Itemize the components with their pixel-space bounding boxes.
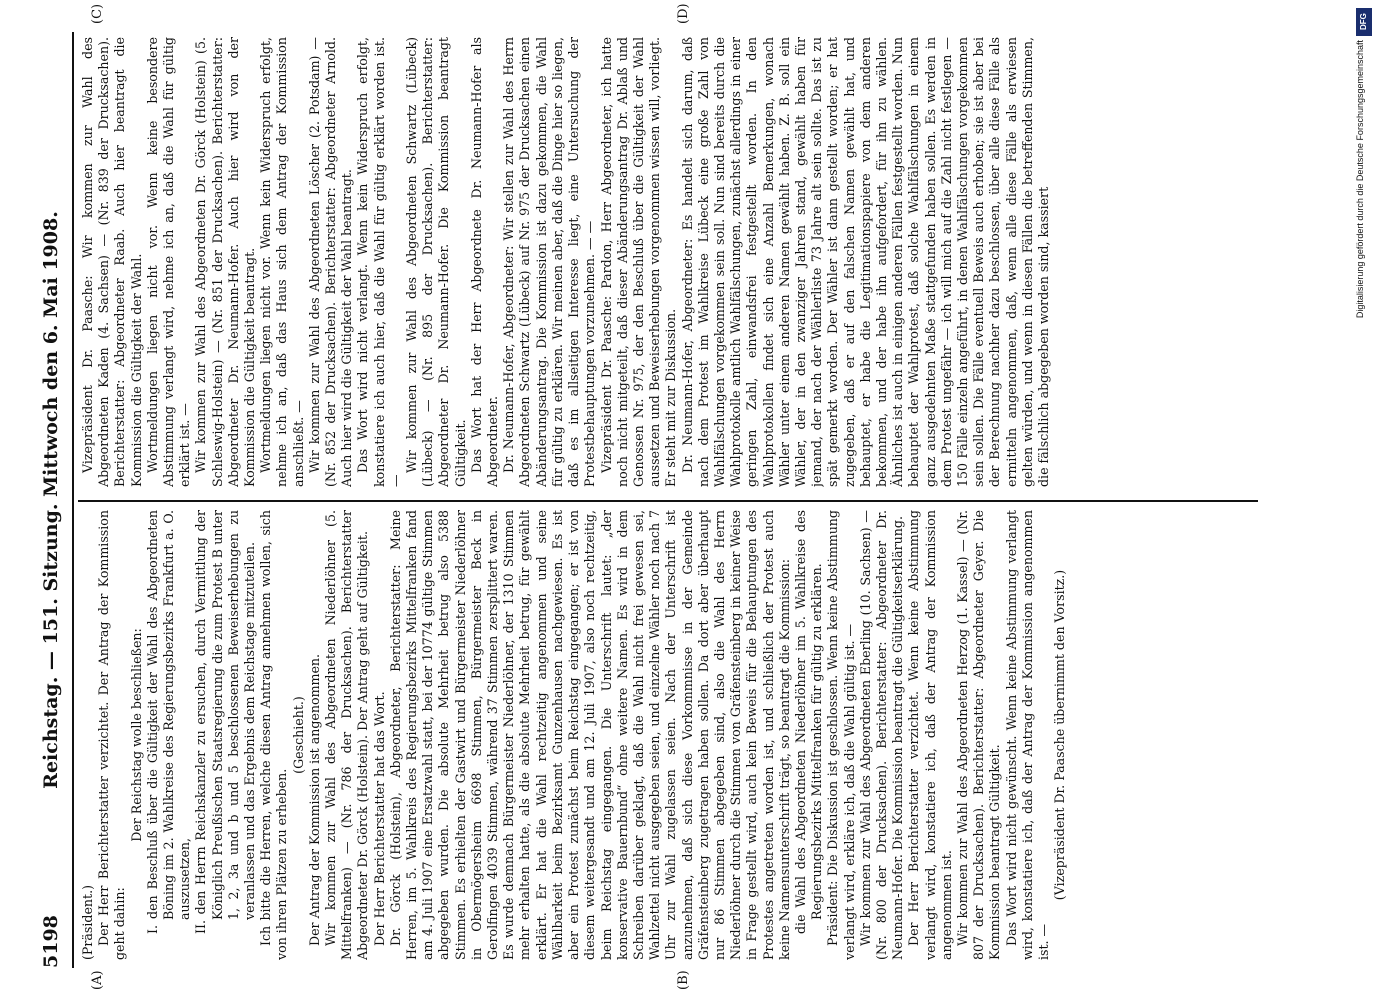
paragraph: Wir kommen zur Wahl des Abgeordneten Herzog (1. Kassel) — (Nr. 807 der Drucksachen). Berichterstatter: Abgeordneter Geyer. Die Kommission beantragt Gültigkeit.	[954, 510, 1003, 960]
footer-credit: Digitalisierung gefördert durch die Deutsche Forschungsgemeinschaft	[1355, 40, 1365, 319]
paragraph: Vizepräsident Dr. Paasche: Wir kommen zur Wahl des Abgeordneten Kaden (4. Sachsen) — (Nr. 839 der Drucksachen). Berichterstatter: Abgeordneter Raab. Auch hier beantragt die Kommission die Gültigkeit der Wahl.	[80, 37, 144, 487]
paragraph: (Präsident.)	[80, 884, 95, 960]
paragraph: Dr. Neumann-Hofer, Abgeordneter: Es handelt sich darum, daß nach dem Protest im Wahlkreise Lübeck eine große Zahl von Wahlfälschungen vorgekommen sein soll. Nun sind bereits durch die Wahlprotokolle amtlich Wahlfälschungen, zunächst allerdings in einer geringen Zahl, einwandsfrei festgestellt worden. In den Wahlprotokollen findet sich eine Anzahl Bemerkungen, wonach Wähler unter einem anderen Namen gewählt haben. Z. B. soll ein Wähler, der in den zwanziger Jahren stand, gewählt haben für jemand, der nach der Wählerliste 73 Jahre alt sein sollte. Das ist zu spät gemerkt worden. Der Wähler ist dann gestellt worden; er hat zugegeben, daß er auf den falschen Namen gewählt hat, und behauptet, er habe die Legitimationspapiere von dem anderen bekommen, und der habe ihn aufgefordert, für ihn zu wählen. Ähnliches ist auch in einigen anderen Fällen festgestellt worden. Nun behauptet der Wahlprotest, daß solche Wahlfälschungen in einem ganz ausgedehnten Maße stattgefunden haben sollen. Es werden in dem Protest ungefähr — ich will mich auf die Zahl nicht festlegen — 150 Fälle einzeln angeführt, in denen Wahlfälschungen vorgekommen sein sollen. Die Fälle eventuell Beweis auch erhoben; sie ist aber bei der Berechnung nachher dazu beschlossen, über alle diese Fälle als ermitteln angenommen, daß, wenn alle diese Fälle als erwiesen gelten würden, und wenn in diesen Fällen die betreffenden Stimmen, die fälschlich abgegeben worden sind, kassiert	[679, 37, 1051, 487]
paragraph: die Wahl des Abgeordneten Niederlöhner im 5. Wahlkreise des Regierungsbezirks Mittelfranken für gültig zu erklären.	[792, 510, 825, 934]
column-divider	[78, 500, 1258, 502]
right-column	[80, 37, 1260, 487]
running-header	[40, 32, 70, 968]
paragraph: Wortmeldungen liegen nicht vor. Wenn keine besondere Abstimmung verlangt wird, nehme ich an, daß die Wahl für gültig erklärt ist. —	[144, 37, 193, 487]
paragraph: Der Herr Berichterstatter verzichtet. Der Antrag der Kommission geht dahin:	[96, 510, 128, 960]
paragraph: Der Reichstag wolle beschließen:	[128, 628, 144, 842]
paragraph: Der Herr Berichterstatter hat das Wort.	[371, 691, 387, 946]
paragraph: (Vizepräsident Dr. Paasche übernimmt den Vorsitz.)	[1052, 569, 1068, 901]
margin-marker-a: (A)	[90, 970, 105, 990]
margin-marker-b: (B)	[676, 970, 691, 990]
paragraph: Wir kommen zur Wahl des Abgeordneten Niederlöhner (5. Mittelfranken) — (Nr. 786 der Drucksachen). Berichterstatter Abgeordneter Dr. Görck (Holstein). Der Antrag geht auf Gültigkeit.	[323, 510, 371, 960]
margin-marker-c: (C)	[90, 3, 105, 24]
paragraph: Das Wort wird nicht verlangt. Wenn kein Widerspruch erfolgt, konstatiere ich auch hier, daß die Wahl für gültig erklärt worden ist. —	[355, 37, 403, 487]
paragraph: Wir kommen zur Wahl des Abgeordneten Schwartz (Lübeck) (Lübeck) — (Nr. 895 der Drucksachen). Berichterstatter: Abgeordneter Dr. Neumann-Hofer. Die Kommission beantragt Gültigkeit.	[404, 37, 468, 487]
paragraph: (Geschieht.)	[290, 696, 306, 774]
page-number: 5198	[40, 915, 62, 968]
header-rule	[72, 32, 74, 968]
paragraph: Der Herr Berichterstatter verzichtet. Wenn keine Abstimmung verlangt wird, konstatiere ich, daß der Antrag der Kommission angenommen ist.	[906, 510, 954, 960]
paragraph: I. den Beschluß über die Gültigkeit der Wahl des Abgeordneten Böning im 2. Wahlkreise des Regierungsbezirks Frankfurt a. O. auszusetzen,	[144, 510, 193, 934]
page-title: Reichstag. — 151. Sitzung. Mittwoch den 6. Mai 1908.	[40, 211, 62, 789]
paragraph: Wir kommen zur Wahl des Abgeordneten Dr. Görck (Holstein) (5. Schleswig-Holstein) — (Nr. 851 der Drucksachen). Berichterstatter: Abgeordneter Dr. Neumann-Hofer. Auch hier wird von der Kommission die Gültigkeit beantragt.	[193, 37, 258, 487]
paragraph: Ich bitte die Herren, welche diesen Antrag annehmen wollen, sich von ihren Plätzen zu erheben.	[258, 510, 290, 960]
paragraph: Dr. Görck (Holstein), Abgeordneter, Berichterstatter: Meine Herren, im 5. Wahlkreis des Regierungsbezirks Mittelfranken fand am 4. Juli 1907 eine Ersatzwahl statt, bei der 10774 gültige Stimmen abgegeben wurden. Die absolute Mehrheit betrug also 5388 Stimmen. Es erhielten der Gastwirt und Bürgermeister Niederlöhner in Obermögersheim 6698 Stimmen, Bürgermeister Beck in Gerolfingen 4039 Stimmen, während 37 Stimmen zersplittert waren. Es wurde demnach Bürgermeister Niederlöhner, der 1310 Stimmen mehr erhalten hatte, als die absolute Mehrheit betrug, für gewählt erklärt. Er hat die Wahl rechtzeitig angenommen und seine Wählbarkeit beim Bezirksamt Gunzenhausen nachgewiesen. Es ist aber ein Protest zunächst beim Reichstag eingegangen; er ist von diesem weitergesandt und am 12. Juli 1907, also noch rechtzeitig, beim Reichstag eingegangen. Die Unterschrift lautet: „der konservative Bauernbund“ ohne weitere Namen. Es wird in dem Schreiben darüber geklagt, daß die Wahl nicht frei gewesen sei, Wahlzettel nicht ausgegeben seien, und einzelne Wähler noch nach 7 Uhr zur Wahl zugelassen seien. Nach der Unterschrift ist anzunehmen, daß sich diese Vorkommnisse in der Gemeinde Gräfensteinberg zugetragen haben sollen. Da dort aber überhaupt nur 86 Stimmen abgegeben sind, also die Wahl des Herrn Niederlöhner durch die Stimmen von Gräfensteinberg in keiner Weise in Frage gestellt wird, auch kein Beweis für die Behauptungen des Protestes angetreten worden ist, und schließlich der Protest auch keine Namensunterschrift trägt, so beantragt die Kommission:	[387, 510, 792, 960]
margin-marker-d: (D)	[676, 3, 691, 24]
left-column	[80, 510, 1260, 960]
footer	[1355, 40, 1373, 960]
dfg-logo: DFG	[1356, 8, 1372, 36]
paragraph: II. den Herrn Reichskanzler zu ersuchen, durch Vermittlung der Königlich Preußischen Staatsregierung die zum Protest B unter 1, 2, 3a und b und 5 beschlossenen Beweiserhebungen zu veranlassen und das Ergebnis dem Reichstage mitzuteilen.	[193, 510, 258, 934]
paragraph: Wortmeldungen liegen nicht vor. Wenn kein Widerspruch erfolgt, nehme ich an, daß das Haus sich dem Antrag der Kommission anschließt. —	[258, 37, 306, 487]
paragraph: Vizepräsident Dr. Paasche: Pardon, Herr Abgeordneter, ich hatte noch nicht mitgeteilt, daß dieser Abänderungsantrag Dr. Ablaß und Genossen Nr. 975, der den Beschluß über die Gültigkeit der Wahl aussetzen und Beweiserhebungen vorgenommen wissen will, vorliegt. Er steht mit zur Diskussion.	[598, 37, 679, 487]
paragraph: Wir kommen zur Wahl des Abgeordneten Eberling (10. Sachsen) — (Nr. 800 der Drucksachen). Berichterstatter: Abgeordneter Dr. Neumann-Hofer. Die Kommission beantragt die Gültigkeitserklärung.	[857, 510, 906, 960]
paragraph: Das Wort wird nicht gewünscht. Wenn keine Abstimmung verlangt wird, konstatiere ich, daß der Antrag der Kommission angenommen ist. —	[1003, 510, 1051, 960]
paragraph: Präsident: Die Diskussion ist geschlossen. Wenn keine Abstimmung verlangt wird, erkläre ich, daß die Wahl gültig ist. —	[825, 510, 857, 960]
paragraph: Das Wort hat der Herr Abgeordnete Dr. Neumann-Hofer als Abgeordneter.	[468, 37, 501, 487]
paragraph: Dr. Neumann-Hofer, Abgeordneter: Wir stellen zur Wahl des Herrn Abgeordneten Schwartz (Lübeck) auf Nr. 975 der Drucksachen einen Abänderungsantrag. Die Kommission ist dazu gekommen, die Wahl für gültig zu erklären. Wir meinen aber, daß die Dinge hier so liegen, daß es im allseitigen Interesse liegt, eine Untersuchung der Protestbehauptungen vorzunehmen. — —	[501, 37, 598, 487]
paragraph: Wir kommen zur Wahl des Abgeordneten Löscher (2. Potsdam) — (Nr. 852 der Drucksachen). Berichterstatter: Abgeordneter Arnold. Auch hier wird die Gültigkeit der Wahl beantragt.	[306, 37, 355, 487]
paragraph: Der Antrag der Kommission ist angenommen.	[306, 653, 322, 946]
